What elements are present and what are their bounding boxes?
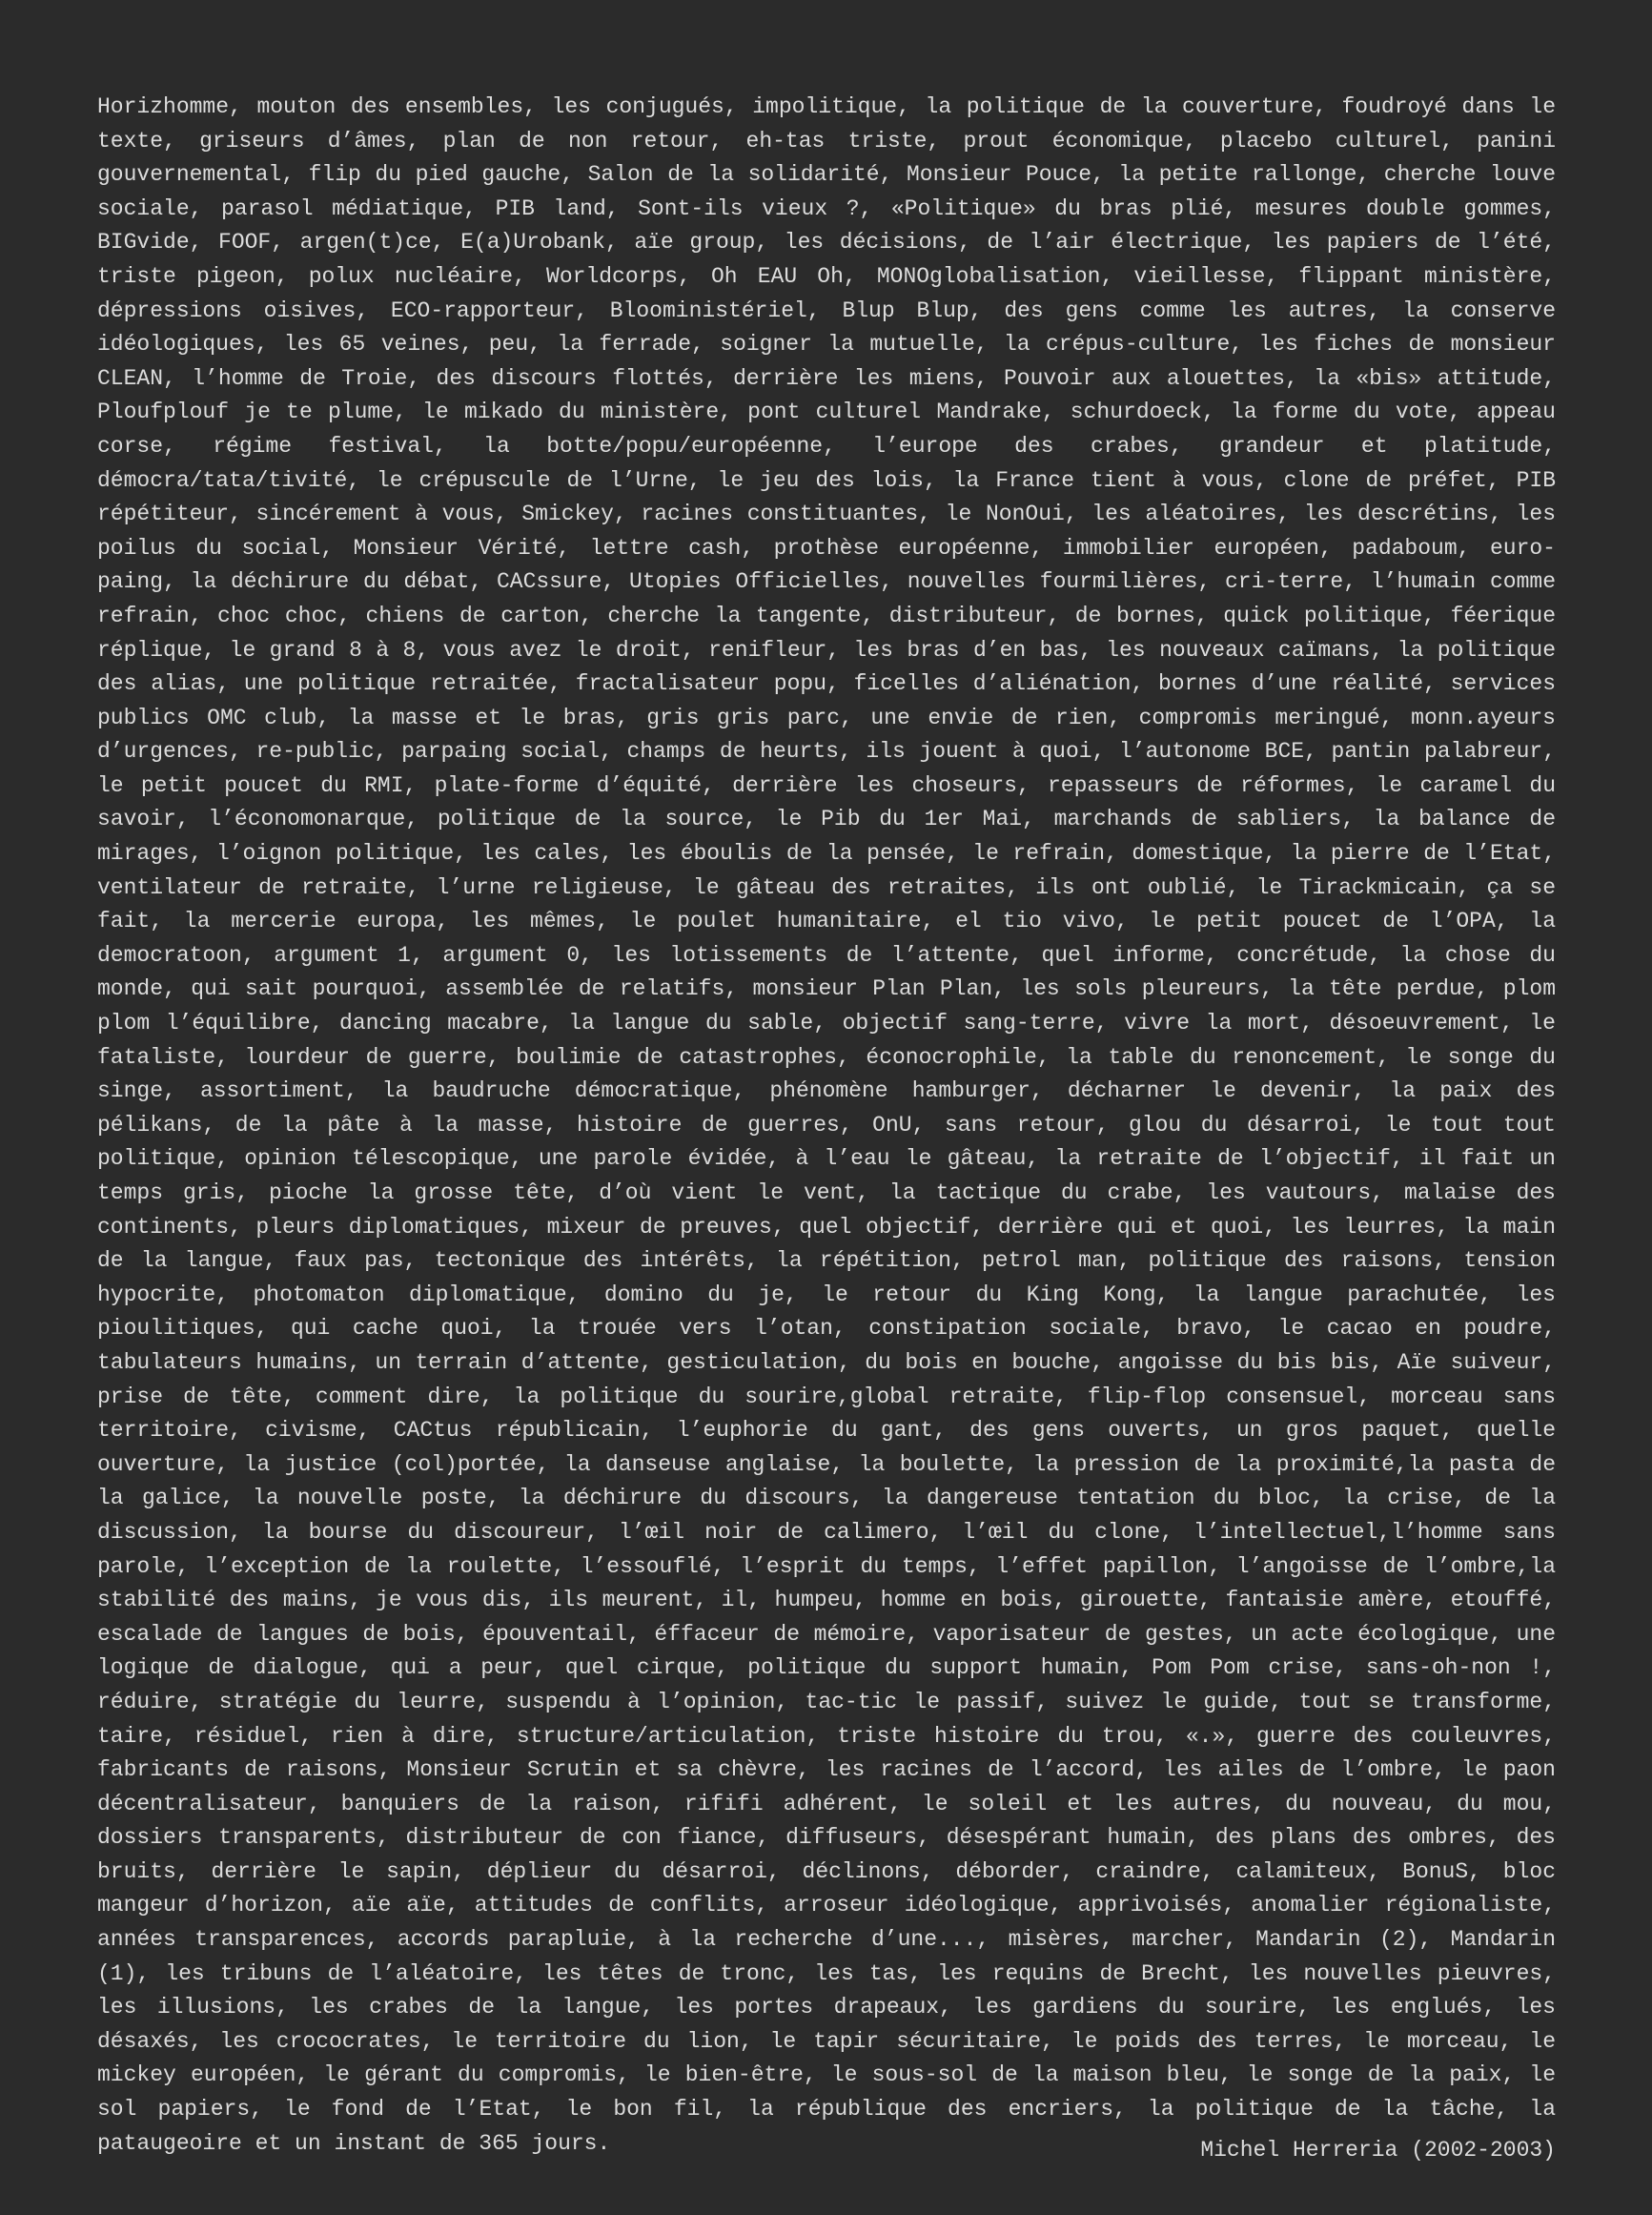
author-signature: Michel Herreria (2002-2003) xyxy=(1200,2138,1556,2163)
poem-body-text: Horizhomme, mouton des ensembles, les conjugués, impolitique, la politique de la couverture, foudroyé dans le texte, griseurs d’âmes, plan de non retour, eh-tas triste, prout économique, placebo culturel, panini gouvernemental, flip du pied gauche, Salon de la solidarité, Monsieur Pouce, la petite rallonge, cherche louve sociale, parasol médiatique, PIB land, Sont-ils vieux ?, «Politique» du bras plié, mesures double gommes, BIGvide, FOOF, argen(t)ce, E(a)Urobank, aïe group, les décisions, de l’air électrique, les papiers de l’été, triste pigeon, polux nucléaire, Worldcorps, Oh EAU Oh, MONOglobalisation, vieillesse, flippant ministère, dépressions oisives, ECO-rapporteur, Blooministériel, Blup Blup, des gens comme les autres, la conserve idéologiques, les 65 veines, peu, la ferrade, soigner la mutuelle, la crépus-culture, les fiches de monsieur CLEAN, l’homme de Troie, des discours flottés, derrière les miens, Pouvoir aux alouettes, la «bis» attitude, Ploufplouf je te plume, le mikado du ministère, pont culturel Mandrake, schurdoeck, la forme du vote, appeau corse, régime festival, la botte/popu/européenne, l’europe des crabes, grandeur et platitude, démocra/tata/tivité, le crépuscule de l’Urne, le jeu des lois, la France tient à vous, clone de préfet, PIB répétiteur, sincérement à vous, Smickey, racines constituantes, le NonOui, les aléatoires, les descrétins, les poilus du social, Monsieur Vérité, lettre cash, prothèse européenne, immobilier européen, padaboum, euro-paing, la déchirure du débat, CACssure, Utopies Officielles, nouvelles fourmilières, cri-terre, l’humain comme refrain, choc choc, chiens de carton, cherche la tangente, distributeur, de bornes, quick politique, féerique réplique, le grand 8 à 8, vous avez le droit, renifleur, les bras d’en bas, les nouveaux caïmans, la politique des alias, une politique retraitée, fractalisateur popu, ficelles d’aliénation, bornes d’une réalité, services publics OMC club, la masse et le bras, gris gris parc, une envie de rien, compromis meringué, monn.ayeurs d’urgences, re-public, parpaing social, champs de heurts, ils jouent à quoi, l’autonome BCE, pantin palabreur, le petit poucet du RMI, plate-forme d’équité, derrière les choseurs, repasseurs de réformes, le caramel du savoir, l’économonarque, politique de la source, le Pib du 1er Mai, marchands de sabliers, la balance de mirages, l’oignon politique, les cales, les éboulis de la pensée, le refrain, domestique, la pierre de l’Etat, ventilateur de retraite, l’urne religieuse, le gâteau des retraites, ils ont oublié, le Tirackmicain, ça se fait, la mercerie europa, les mêmes, le poulet humanitaire, el tio vivo, le petit poucet de l’OPA, la democratoon, argument 1, argument 0, les lotissements de l’attente, quel informe, concrétude, la chose du monde, qui sait pourquoi, assemblée de relatifs, monsieur Plan Plan, les sols pleureurs, la tête perdue, plom plom l’équilibre, dancing macabre, la langue du sable, objectif sang-terre, vivre la mort, désoeuvrement, le fataliste, lourdeur de guerre, boulimie de catastrophes, éconocrophile, la table du renoncement, le songe du singe, assortiment, la baudruche démocratique, phénomène hamburger, décharner le devenir, la paix des pélikans, de la pâte à la masse, histoire de guerres, OnU, sans retour, glou du désarroi, le tout tout politique, opinion télescopique, une parole évidée, à l’eau le gâteau, la retraite de l’objectif, il fait un temps gris, pioche la grosse tête, d’où vient le vent, la tactique du crabe, les vautours, malaise des continents, pleurs diplomatiques, mixeur de preuves, quel objectif, derrière qui et quoi, les leurres, la main de la langue, faux pas, tectonique des intérêts, la répétition, petrol man, politique des raisons, tension hypocrite, photomaton diplomatique, domino du je, le retour du King Kong, la langue parachutée, les pioulitiques, qui cache quoi, la trouée vers l’otan, constipation sociale, bravo, le cacao en poudre, tabulateurs humains, un terrain d’attente, gesticulation, du bois en bouche, angoisse du bis bis, Aïe suiveur, prise de tête, comment dire, la politique du sourire,global retraite, flip-flop consensuel, morceau sans territoire, civisme, CACtus républicain, l’euphorie du gant, des gens ouverts, un gros paquet, quelle ouverture, la justice (col)portée, la danseuse anglaise, la boulette, la pression de la proximité,la pasta de la galice, la nouvelle poste, la déchirure du discours, la dangereuse tentation du bloc, la crise, de la discussion, la bourse du discoureur, l’œil noir de calimero, l’œil du clone, l’intellectuel,l’homme sans parole, l’exception de la roulette, l’essouflé, l’esprit du temps, l’effet papillon, l’angoisse de l’ombre,la stabilité des mains, je vous dis, ils meurent, il, humpeu, homme en bois, girouette, fantaisie amère, etouffé, escalade de langues de bois, épouventail, éffaceur de mémoire, vaporisateur de gestes, un acte écologique, une logique de dialogue, qui a peur, quel cirque, politique du support humain, Pom Pom crise, sans-oh-non !, réduire, stratégie du leurre, suspendu à l’opinion, tac-tic le passif, suivez le guide, tout se transforme, taire, résiduel, rien à dire, structure/articulation, triste histoire du trou, «.», guerre des couleuvres, fabricants de raisons, Monsieur Scrutin et sa chèvre, les racines de l’accord, les ailes de l’ombre, le paon décentralisateur, banquiers de la raison, rififi adhérent, le soleil et les autres, du nouveau, du mou, dossiers transparents, distributeur de con fiance, diffuseurs, désespérant humain, des plans des ombres, des bruits, derrière le sapin, déplieur du désarroi, déclinons, déborder, craindre, calamiteux, BonuS, bloc mangeur d’horizon, aïe aïe, attitudes de conflits, arroseur idéologique, apprivoisés, anomalier régionaliste, années transparences, accords parapluie, à la recherche d’une..., misères, marcher, Mandarin (2), Mandarin (1), les tribuns de l’aléatoire, les têtes de tronc, les tas, les requins de Brecht, les nouvelles pieuvres, les illusions, les crabes de la langue, les portes drapeaux, les gardiens du sourire, les englués, les désaxés, les crococrates, le territoire du lion, le tapir sécuritaire, le poids des terres, le morceau, le mickey européen, le gérant du compromis, le bien-être, le sous-sol de la maison bleu, le songe de la paix, le sol papiers, le fond de l’Etat, le bon fil, la république des encriers, la politique de la tâche, la pataugeoire et un instant de 365 jours. xyxy=(97,94,1556,2156)
document-page xyxy=(97,91,1556,2161)
